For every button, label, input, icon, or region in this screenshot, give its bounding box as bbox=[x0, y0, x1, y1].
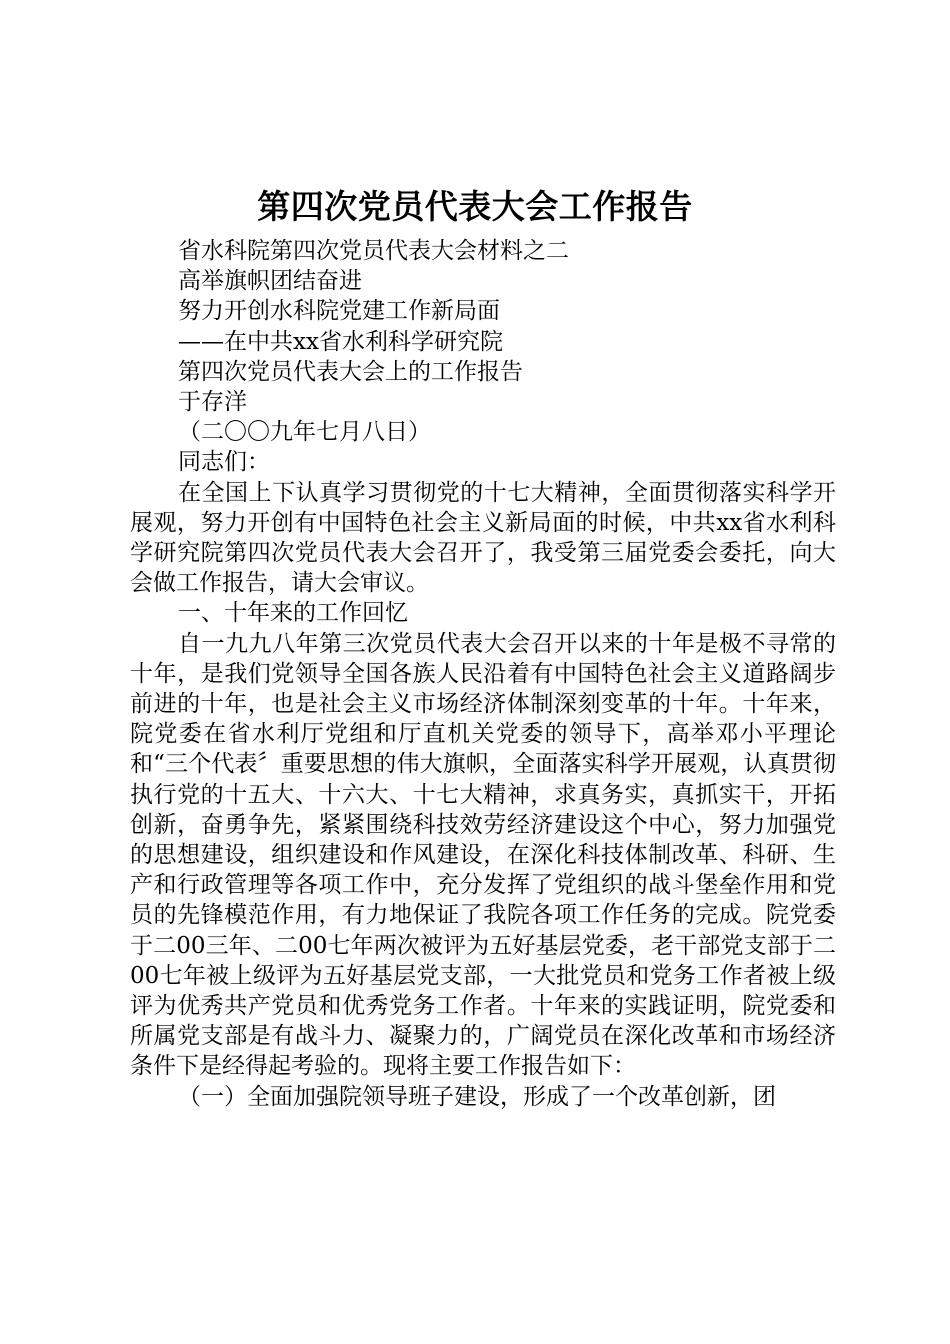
body-paragraph: 自一九九八年第三次党员代表大会召开以来的十年是极不寻常的十年，是我们党领导全国各族人民沿着有中国特色社会主义道路阔步前进的十年，也是社会主义市场经济体制深刻变革的十年。十年来，院党委在省水利厅党组和厅直机关党委的领导下，高举邓小平理论和“三个代表〞重要思想的伟大旗帜，全面落实科学开展观，认真贯彻执行党的十五大、十六大、十七大精神，求真务实，真抓实干，开拓创新，奋勇争先，紧紧围绕科技效劳经济建设这个中心，努力加强党的思想建设，组织建设和作风建设，在深化科技体制改革、科研、生产和行政管理等各项工作中，充分发挥了党组织的战斗堡垒作用和党员的先锋模范作用，有力地保证了我院各项工作任务的完成。院党委于二00三年、二00七年两次被评为五好基层党委，老干部党支部于二00七年被上级评为五好基层党支部，一大批党员和党务工作者被上级评为优秀共产党员和优秀党务工作者。十年来的实践证明，院党委和所属党支部是有战斗力、凝聚力的，广阔党员在深化改革和市场经济条件下是经得起考验的。现将主要工作报告如下： bbox=[130, 630, 836, 1080]
body-paragraph: 在全国上下认真学习贯彻党的十七大精神，全面贯彻落实科学开展观，努力开创有中国特色社会主义新局面的时候，中共xx省水利科学研究院第四次党员代表大会召开了，我受第三届党委会委托，向大会做工作报告，请大会审议。 bbox=[130, 479, 836, 597]
document-body bbox=[130, 236, 836, 1112]
salutation-line: 同志们： bbox=[178, 449, 270, 476]
document-title: 第四次党员代表大会工作报告 bbox=[257, 187, 693, 226]
subtitle-line: 省水科院第四次党员代表大会材料之二 bbox=[178, 238, 569, 264]
subtitle-line: 第四次党员代表大会上的工作报告 bbox=[178, 358, 523, 385]
subtitle-line: 努力开创水科院党建工作新局面 bbox=[178, 298, 500, 325]
subtitle-line: 高举旗帜团结奋进 bbox=[178, 268, 362, 295]
section-heading: 一、十年来的工作回忆 bbox=[178, 600, 408, 627]
subtitle-line: ——在中共xx省水利科学研究院 bbox=[178, 328, 503, 355]
author-line: 于存洋 bbox=[178, 389, 247, 416]
date-line: （二〇〇九年七月八日） bbox=[178, 419, 431, 446]
subsection-heading: （一）全面加强院领导班子建设，形成了一个改革创新，团 bbox=[178, 1083, 776, 1110]
